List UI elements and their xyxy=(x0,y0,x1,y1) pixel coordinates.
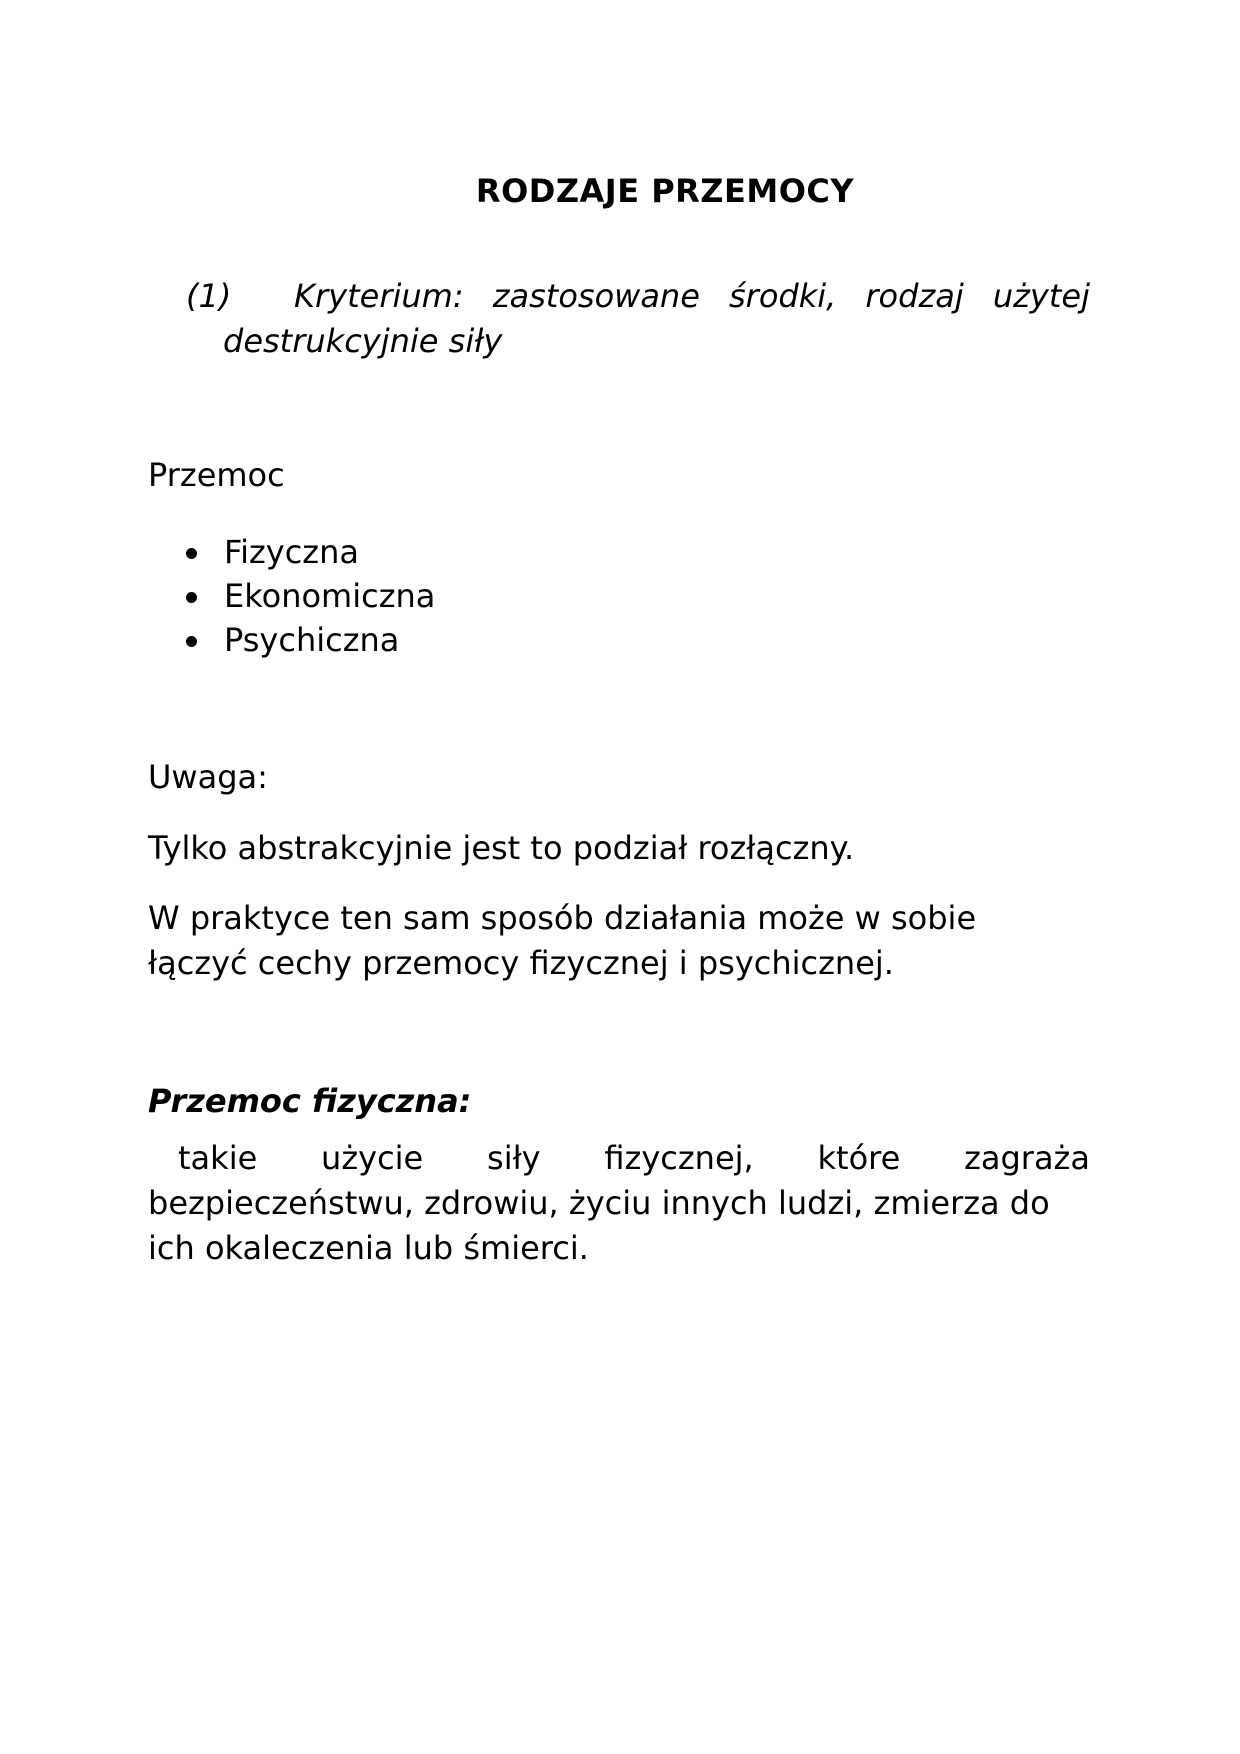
violence-types-list xyxy=(186,530,435,662)
criterion-word: rodzaj xyxy=(865,277,964,315)
criterion-word: Kryterium: xyxy=(294,277,464,315)
physical-violence-definition xyxy=(148,1136,1090,1271)
definition-word: siły xyxy=(487,1139,541,1177)
definition-row-2: bezpieczeństwu, zdrowiu, życiu innych ludzi, zmierza do xyxy=(148,1184,1050,1222)
bullet-icon xyxy=(186,592,197,603)
criterion-line-1 xyxy=(186,274,1090,319)
criterion-word: środki, xyxy=(728,277,837,315)
definition-word: które xyxy=(817,1139,901,1177)
note-paragraph-2 xyxy=(148,896,1090,986)
criterion-word: użytej xyxy=(992,277,1090,315)
note-paragraph-2-line-1: W praktyce ten sam sposób działania może w sobie xyxy=(148,899,977,937)
definition-word: takie xyxy=(178,1139,258,1177)
physical-violence-heading: Przemoc fizyczna: xyxy=(148,1082,472,1120)
criterion-word: zastosowane xyxy=(492,277,700,315)
definition-row-3: ich okaleczenia lub śmierci. xyxy=(148,1229,589,1267)
bullet-icon xyxy=(186,548,197,559)
page-title: RODZAJE PRZEMOCY xyxy=(475,172,855,210)
note-label: Uwaga: xyxy=(148,758,268,796)
criterion-words xyxy=(294,274,1090,319)
list-item xyxy=(186,618,435,662)
definition-word: zagraża xyxy=(964,1139,1090,1177)
list-item xyxy=(186,530,435,574)
criterion-number: (1) xyxy=(186,277,232,315)
list-item-label: Psychiczna xyxy=(224,621,400,659)
criterion-item xyxy=(186,274,1090,364)
note-paragraph-1: Tylko abstrakcyjnie jest to podział rozłączny. xyxy=(148,829,855,867)
violence-label: Przemoc xyxy=(148,456,285,494)
definition-row-1 xyxy=(148,1136,1090,1181)
bullet-icon xyxy=(186,636,197,647)
note-paragraph-2-line-2: łączyć cechy przemocy fizycznej i psychicznej. xyxy=(148,944,894,982)
definition-word: fizycznej, xyxy=(604,1139,754,1177)
definition-word: użycie xyxy=(321,1139,424,1177)
list-item-label: Ekonomiczna xyxy=(224,577,436,615)
criterion-line-2: destrukcyjnie siły xyxy=(223,322,503,360)
list-item xyxy=(186,574,435,618)
list-item-label: Fizyczna xyxy=(224,533,359,571)
